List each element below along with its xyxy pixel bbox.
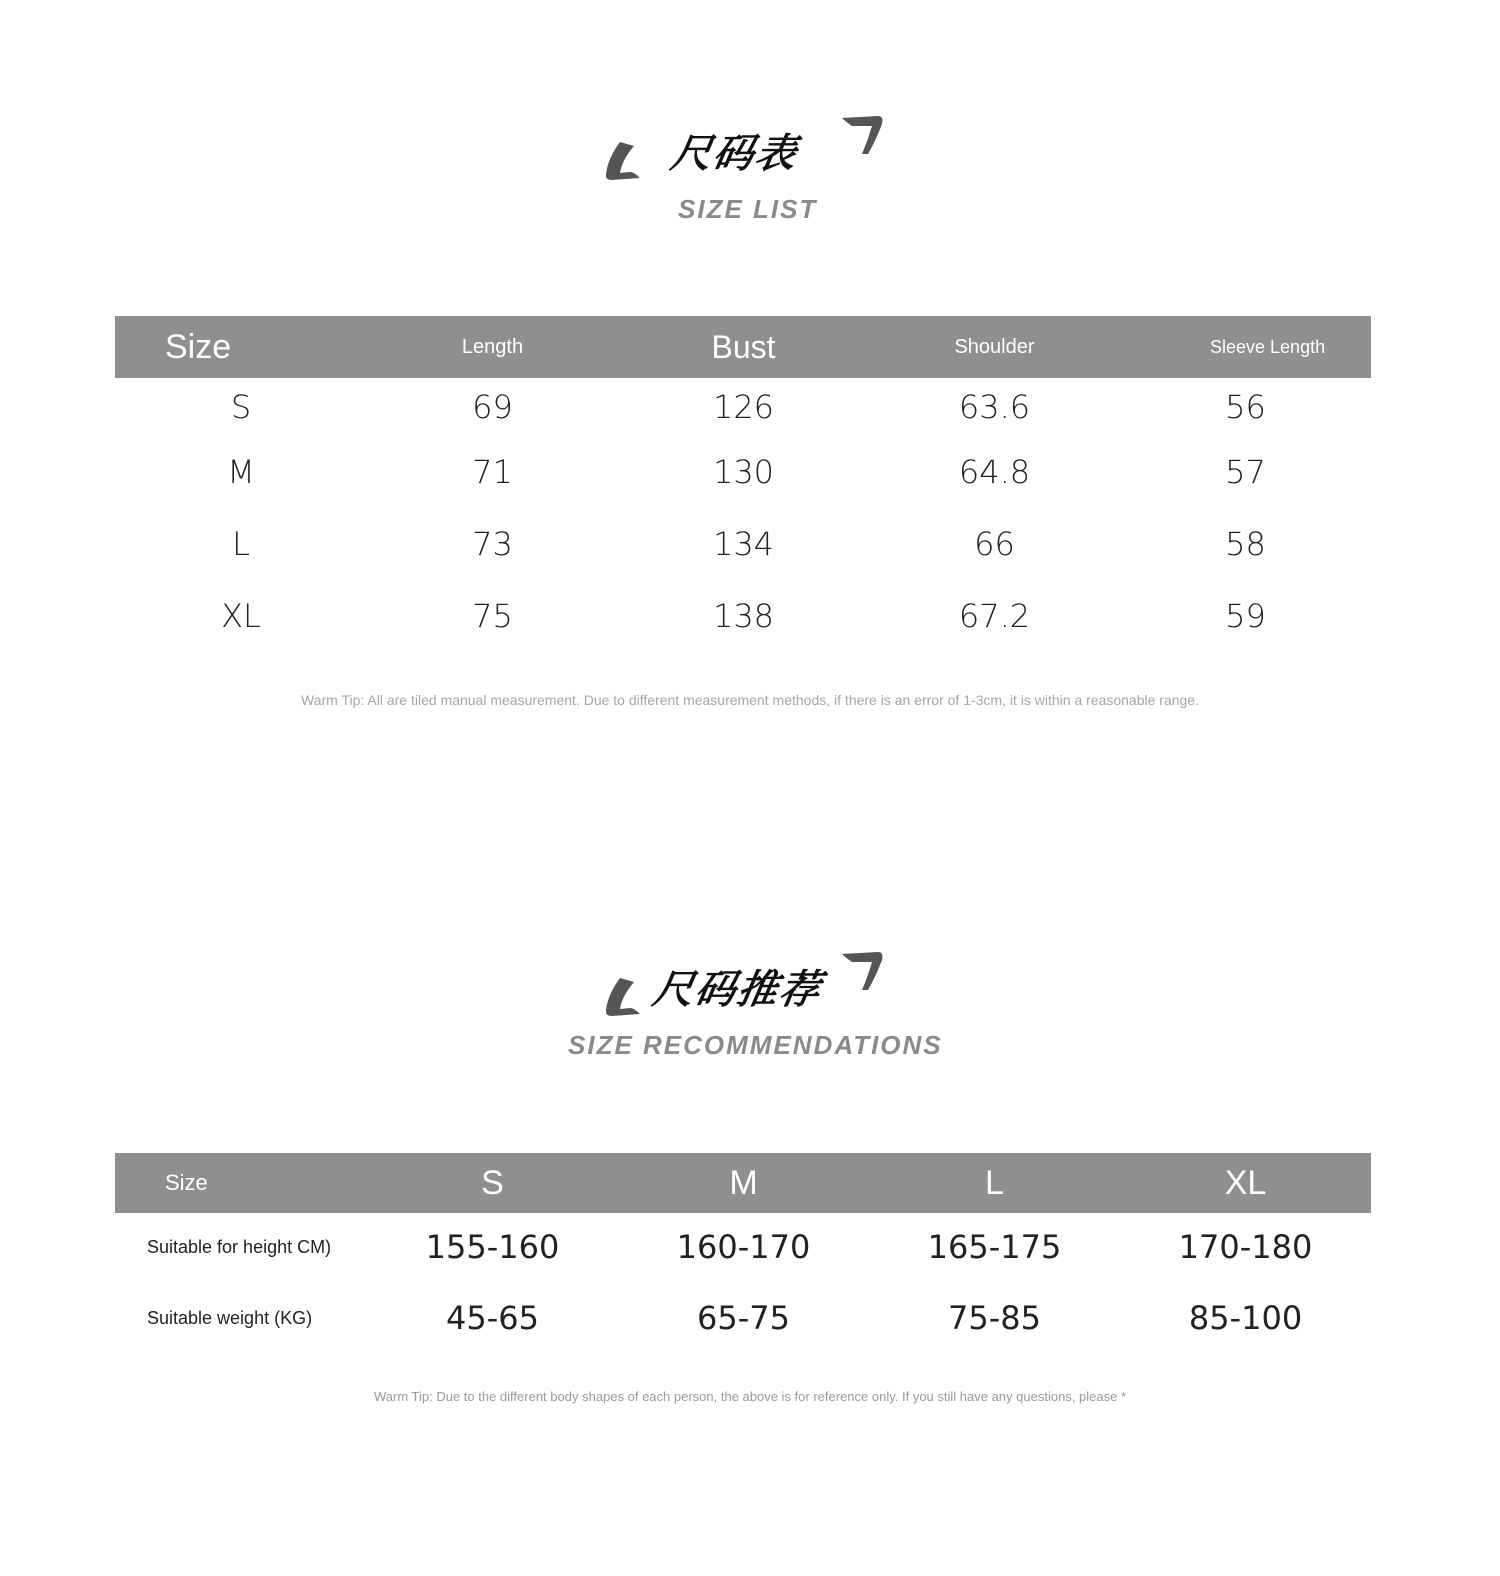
cell-weight-m: 65-75: [697, 1299, 790, 1337]
table-row: [115, 1281, 1371, 1355]
cell-sleeve: 58: [1225, 525, 1266, 563]
size-recommendations-title-cn: 尺码推荐: [649, 967, 826, 1013]
size-list-title-en: SIZE LIST: [678, 194, 818, 224]
size-recommendations-heading: [0, 940, 1500, 1070]
table-header-row: [115, 316, 1371, 378]
header-m: M: [729, 1163, 758, 1202]
size-list-warm-tip: Warm Tip: All are tiled manual measurement. Due to different measurement methods, if there is an error of 1-3cm, it is within a reasonable range.: [301, 692, 1199, 708]
cell-length: 73: [472, 525, 513, 563]
table-row: [115, 378, 1371, 436]
header-size: Size: [165, 1170, 208, 1195]
cell-size: L: [232, 525, 250, 563]
cell-sleeve: 56: [1225, 388, 1266, 426]
header-sleeve-length: Sleeve Length: [1210, 336, 1326, 357]
table-row: [115, 508, 1371, 580]
right-corner-bracket-icon: [838, 112, 886, 160]
cell-height-xl: 170-180: [1178, 1228, 1313, 1266]
cell-weight-xl: 85-100: [1188, 1299, 1303, 1337]
cell-size: M: [227, 453, 255, 491]
size-recommendations-warm-tip: Warm Tip: Due to the different body shapes of each person, the above is for reference only. If you still have any questions, please *: [373, 1389, 1127, 1404]
right-corner-bracket-icon: [838, 948, 886, 996]
cell-weight-s: 45-65: [446, 1299, 539, 1337]
cell-length: 75: [472, 597, 513, 635]
cell-shoulder: 67.2: [958, 597, 1031, 635]
cell-sleeve: 57: [1225, 453, 1266, 491]
cell-bust: 130: [712, 453, 775, 491]
cell-shoulder: 66: [974, 525, 1015, 563]
size-list-table: [115, 316, 1371, 652]
cell-height-l: 165-175: [927, 1228, 1062, 1266]
cell-length: 71: [472, 453, 513, 491]
cell-bust: 138: [712, 597, 775, 635]
left-corner-bracket-icon: [600, 972, 648, 1020]
header-s: S: [481, 1163, 504, 1202]
cell-height-s: 155-160: [425, 1228, 560, 1266]
cell-bust: 126: [712, 388, 775, 426]
cell-weight-l: 75-85: [948, 1299, 1041, 1337]
size-list-title-cn: 尺码表: [667, 131, 802, 177]
table-row: [115, 580, 1371, 652]
header-bust: Bust: [711, 328, 776, 365]
cell-sleeve: 59: [1225, 597, 1266, 635]
cell-shoulder: 63.6: [958, 388, 1031, 426]
row-label-weight: Suitable weight (KG): [147, 1307, 313, 1328]
cell-height-m: 160-170: [676, 1228, 811, 1266]
cell-shoulder: 64.8: [958, 453, 1031, 491]
header-l: L: [985, 1163, 1004, 1202]
cell-size: S: [230, 388, 252, 426]
size-recommendations-table: [115, 1153, 1371, 1355]
table-row: [115, 1213, 1371, 1281]
table-row: [115, 436, 1371, 508]
header-shoulder: Shoulder: [954, 335, 1035, 358]
header-length: Length: [461, 335, 524, 358]
header-size: Size: [165, 327, 232, 366]
size-recommendations-title-en: SIZE RECOMMENDATIONS: [568, 1030, 943, 1060]
cell-size: XL: [221, 597, 261, 635]
row-label-height: Suitable for height CM): [147, 1236, 332, 1257]
header-xl: XL: [1224, 1163, 1267, 1202]
size-list-heading: [0, 104, 1500, 234]
cell-bust: 134: [712, 525, 775, 563]
table-header-row: [115, 1153, 1371, 1213]
left-corner-bracket-icon: [600, 136, 648, 184]
cell-length: 69: [472, 388, 513, 426]
